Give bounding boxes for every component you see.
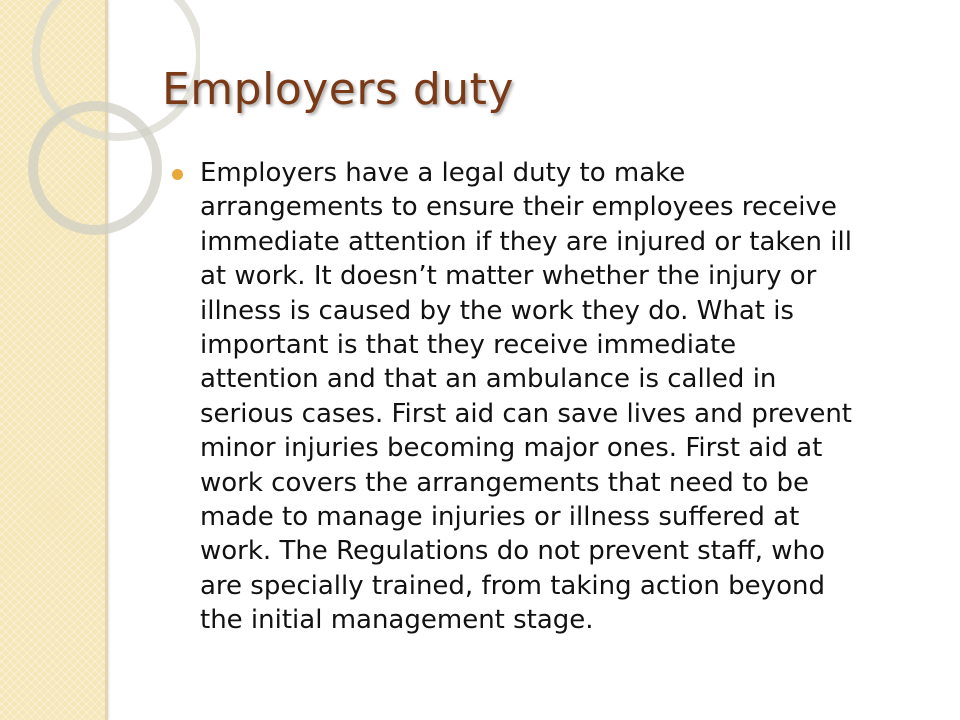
- slide-body: [172, 156, 932, 638]
- bullet-line: minor injuries becoming major ones. First aid at: [200, 433, 823, 464]
- bullet-line: work. The Regulations do not prevent staff, who: [200, 536, 825, 567]
- bullet-line: arrangements to ensure their employees receive: [200, 192, 837, 223]
- bullet-line: immediate attention if they are injured or taken ill: [200, 226, 852, 257]
- side-panel-divider: [105, 0, 108, 720]
- bullet-line: illness is caused by the work they do. What is: [200, 295, 794, 326]
- bullet-line: are specially trained, from taking action beyond: [200, 570, 825, 601]
- bullet-line: the initial management stage.: [200, 605, 594, 636]
- decorative-side-panel: [0, 0, 105, 720]
- bullet-dot-icon: [172, 169, 183, 180]
- bullet-line: serious cases. First aid can save lives and prevent: [200, 398, 852, 429]
- bullet-line: at work. It doesn’t matter whether the injury or: [200, 261, 817, 292]
- bullet-line: Employers have a legal duty to make: [200, 158, 686, 188]
- bullet-text: [200, 156, 932, 638]
- bullet-line: work covers the arrangements that need to be: [200, 467, 809, 498]
- slide-title: Employers duty: [162, 64, 514, 115]
- bullet-line: attention and that an ambulance is called in: [200, 364, 777, 395]
- bullet-line: made to manage injuries or illness suffered at: [200, 502, 800, 533]
- bullet-line: important is that they receive immediate: [200, 330, 737, 361]
- bullet-item: [172, 156, 932, 638]
